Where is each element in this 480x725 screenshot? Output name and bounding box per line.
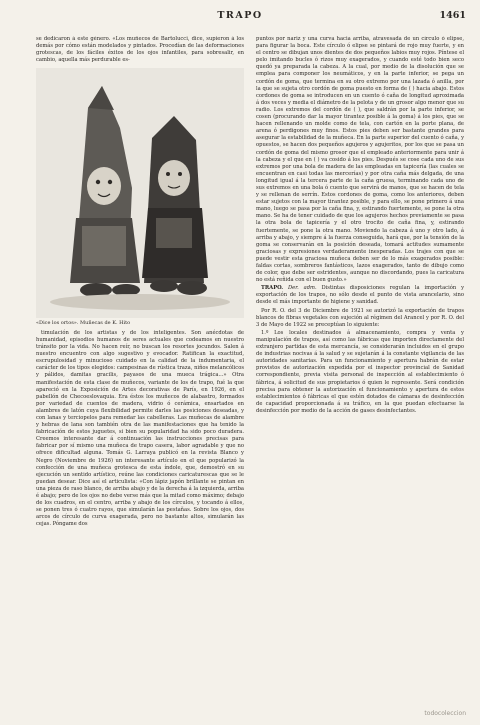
left-column (36, 36, 244, 686)
intro-paragraph: se dedicaron á este género. «Los muñecos de Bartolucci, dice, supieron á los demás por cómo están modelados y pintados. Procedían de las deformaciones grotescas, de los fáciles éxitos de los ojos infantiles, para sobresalir, en cambio, aquella más perdurable es- (36, 36, 244, 64)
entry-subheading: Der. adm. (287, 285, 317, 292)
figure-caption: «Dice los ortos». Muñecas de K. Hito (36, 320, 131, 327)
entry-paragraph: Por R. O. del 3 de Diciembre de 1921 se autorizó la exportación de trapos blancos de fibras vegetales con sujeción al régimen del Arancel y por R. O. del 3 de Mayo de 1922 se preceptúan lo siguiente: (256, 307, 464, 328)
watermark: todocoleccion (424, 710, 466, 717)
article-item: 1.º Los locales destinados á almacenamiento, compra y venta y manipulación de trapos, así como las fábricas que importen directamente del extranjero partidas de esta mercancía, se considerarán incluidos en el grupo de industrias nocivas á la salud y se sujetarán á la constante vigilancia de las autoridades sanitarias. Para un funcionamiento y apertura habrán de estar provistos de autorización expedida por el inspector provincial de Sanidad correspondiente, previa visita personal de inspección al establecimiento ó fábrica, á solicitud de sus propietarios ó quien le represente. Será condición precisa para obtener la autorización el funcionamiento y apertura de estos establecimientos ó fábricas el que estén dotados de cámaras de desinfección de capacidad proporcionada á su tráfico, en la que puedan efectuarse la desinfección por medio de la acción de gases desinfectantes. (256, 329, 464, 414)
page-header (0, 10, 480, 26)
doll-photograph (36, 68, 244, 318)
entry-block (256, 285, 464, 306)
body-paragraph: puntos por nariz y una curva hacia arriba, atravesada de un círculo ó elipse, para figurar la boca. Este círculo ó elipse se pintará de rojo muy fuerte, y en el centro se dibujan unos dientes de dos pequeños labios muy rojos. Píntese el pelo imitando bucles ó rizos muy exagerados, y cuando esté todo bien seco quedó ya preparada la cabeza. A la cual, por medio de la disolución que se emplea para componer los neumáticos, y en la parte inferior, se pega un cordón de goma, que termina en su otro extremo por una lazada ó anilla, por la que se sujeta otro cordón de goma puesto en forma de ( ) hacia abajo. Estos cordones de goma se introducen en un cuento ó caña de longitud aproximada á dos veces y media el diámetro de la pelota y de un grosor algo menor que su radio. Los extremos del cordón de ( ), que saldrán por la parte inferior, se cosen (procurando dar la mayor tirantez posible á la goma) á los pies, que se hacen rellenando un molde como de tela, con cartón en la porte plana, de arena ó perdigones muy finos. Estos pies deben ser bastante grandes para asegurar la estabilidad de la muñeca. En la parte superior del cuento ó caña, y opuestos, se hacen dos pequeños agujeros y agujeritos, por los que se pasa un cordón de goma del mismo grosor que el empleado anteriormente para unir á la cabeza y el que en ( ) va cosido á los pies. Después se cose cada uno de sus extremos por una bola de madera de las empleadas en tapicería (las cuales se encuentran en casi todas las mercerías) y por otra caña más delgada, de una longitud igual á la tercera parte de la caña gruesa, terminando cada uno de sus extremos en una bola ó cuento que servirá de manos, que se hacen de tela y se rellenan de serrín. Estos cordones de goma, como los anteriores, deben estar sujetos con la mayor tirantez posible, y para ello, se pone primero á una mano, luego se pasa por la caña fina, y, estirando fuertemente, se pone la otra mano. Se ha de tener cuidado de que los agujeros hechos previamente se pasa la otra bola de tapicería y el otro trocito de caña fina, y, estirando fuertemente, se pone la otra mano. Moviendo la cabeza á uno y otro lado, á arriba y abajo, y siempre á la fuerza conseguida, hará que, por la tensión de la goma se conservarán en la posición deseada, tomará actitudes sumamente graciosas y expresiones verdaderamente inesperadas. Los trajes con que se puede vestir esta graciosa muñeca deben ser de lo más exagerados posible: faldas cortas, sombreros fantásticos, lazos exagerados, tanto de dibujo como de color, que debe ser estridentes, aunque no discordando, pues la caricatura no está reñida con el buen gusto.» (256, 36, 464, 284)
entry-paragraph: Distintas disposiciones regulan la importación y exportación de los trapos, no sólo desde el punto de vista arancelario, sino desde el más importante de higiene y sanidad. (256, 285, 464, 306)
doll-illustration (36, 68, 244, 318)
entry-heading: TRAPO. (261, 285, 284, 292)
page-number: 1461 (439, 10, 466, 21)
body-paragraph: timulación de los artistas y de los inteligentes. Son anécdotas de humanidad, episodios humanos de seres actuales que codeamos en nuestro tránsito por la vida. No hacen reír, no buscan los resortes jocundos. Salen á nuestro encuentro con algo sugestivo y evocador. Ratifican la exactitud, escrupulosidad y minucioso cuidado en la calidad de la indumentaria, el carácter de los tipos elegidos: campesinas de rústica traza, niños melancólicos y pálidos, damitas gracilis, payasos de una mueca trágica...» Otra manifestación de esta clase de muñecos, variante de los de trapo, fué la que apareció en la Exposición de Artes decorativas de París, en 1926, en el pabellón de Checoeslovaquia. Era éstos los muñecos de alabastro, formados por variedad de cuentos de madera, vidrio ó cerámica, ensartados en alambres de latón cuya flexibilidad permite darles las posiciones deseadas, y con lanas y terciopelos para remedar las cabelleras. Las muñecas de alambre y hebras de lana son también otra de las manifestaciones que ha tenido la fabricación de estos juguetes, si bien su popularidad ha sido poco duradera. Creemos interesante dar á continuación las instrucciones precisas para fabricar por sí mismo una muñeca de trapo casera, labor agradable y que no ofrece dificultad alguna. Tomás G. Larraya publicó en la revista Blanco y Negro (Noviembre de 1926) un interesante artículo en el que popularizó la confección de una muñeca grotesca de esta índole, que, demostró en su ejecución un sentido artístico, reúne las condiciones caricaturescas que se le puedan desear. Dice así el articulista: «Con lápiz japón brillante se pintan en una pieza de raso blanco, de arriba abajo y de la derecha á la izquierda, arriba é abajo; pero de los ojos no debe verse más que la mitad como máximo; debajo de los cuadros, en el centro, arriba y abajo de los círculos, y tocando á ellos, se ponen tres ó cuatro rayos, que simularán las pestañas. Sobre los ojos, dos arcos de círculo de curva exagerada, pero no bastante altos, simularán las cejas. Póngame dos (36, 329, 244, 528)
right-column (256, 36, 464, 626)
article-list (256, 330, 464, 415)
running-head: TRAPO (217, 10, 263, 21)
